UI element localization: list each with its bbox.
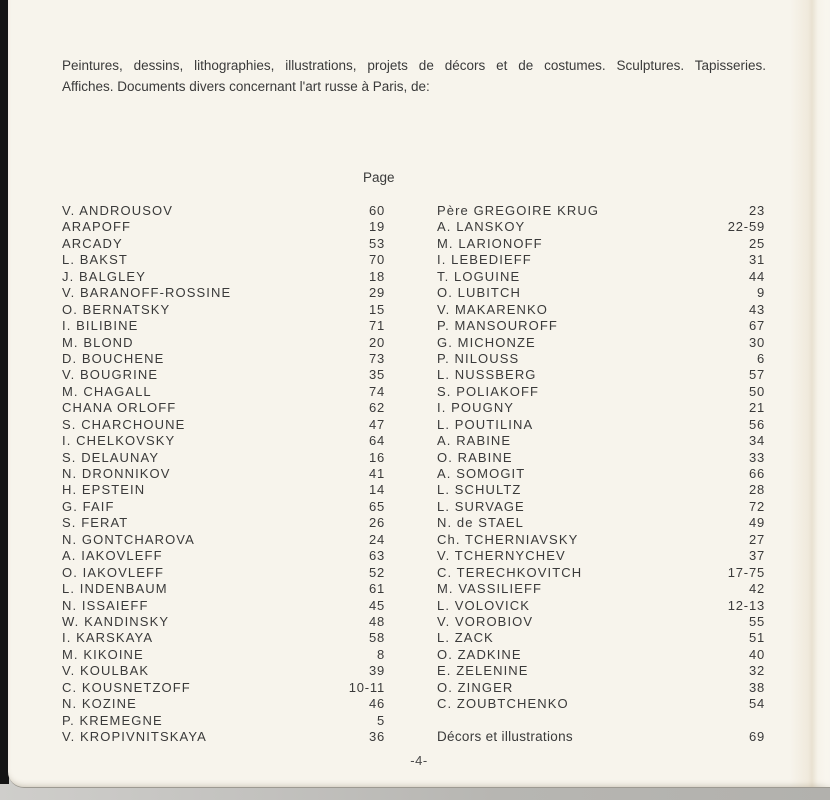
artist-name: V. BARANOFF-ROSSINE [62, 285, 232, 301]
scanned-page [8, 0, 830, 788]
artist-name: M. VASSILIEFF [437, 581, 543, 597]
intro-line-1: Peintures, dessins, lithographies, illustrations, projets de décors et de costumes. Sculptures. Tapisseries. [62, 58, 766, 73]
artist-name: I. LEBEDIEFF [437, 252, 532, 268]
index-entry [62, 384, 385, 400]
page-number: 73 [368, 350, 385, 366]
page-number: 46 [368, 696, 385, 712]
artist-name: H. EPSTEIN [62, 482, 146, 498]
page-number: 47 [368, 416, 385, 432]
artist-name: M. KIKOINE [62, 646, 144, 662]
artist-name: G. MICHONZE [437, 334, 536, 350]
index-entry [62, 302, 385, 318]
index-entry [62, 203, 385, 219]
index-entry [437, 433, 765, 449]
artist-name: M. CHAGALL [62, 383, 152, 399]
artist-name: A. SOMOGIT [437, 466, 526, 481]
index-entry [62, 252, 385, 268]
page-number: 16 [368, 449, 385, 465]
page-number: 67 [748, 318, 765, 334]
index-entry [437, 663, 765, 679]
artist-name: O. ZADKINE [437, 646, 522, 662]
index-entry [62, 532, 385, 548]
artist-name: T. LOGUINE [437, 268, 521, 284]
index-entry [437, 285, 765, 301]
page-number: 21 [748, 400, 765, 416]
page-number: 69 [748, 729, 765, 744]
page-number: 17-75 [727, 564, 765, 580]
page-number: 31 [748, 252, 765, 268]
page-number: 64 [368, 433, 385, 449]
artist-name: O. ZINGER [437, 679, 514, 695]
index-entry [437, 269, 765, 285]
page-number: 72 [748, 498, 765, 514]
artist-name: L. NUSSBERG [437, 367, 537, 383]
index-entry [62, 417, 385, 433]
artist-name: I. POUGNY [437, 400, 515, 416]
index-entry [62, 433, 385, 449]
index-entry [437, 203, 765, 219]
page-number: 10-11 [348, 679, 385, 695]
index-entry [62, 236, 385, 252]
artist-name: L. BAKST [62, 252, 128, 268]
page-number: 39 [368, 663, 385, 679]
page-number: 34 [748, 433, 765, 449]
page-number: 56 [748, 416, 765, 432]
page-number: 43 [748, 301, 765, 317]
page-number: 27 [748, 531, 765, 547]
artist-name: L. ZACK [437, 630, 494, 646]
page-number: 58 [368, 630, 385, 646]
artist-name: V. MAKARENKO [437, 301, 548, 317]
page-number: 9 [756, 285, 765, 301]
artist-name: O. RABINE [437, 449, 513, 465]
index-entry [437, 335, 765, 351]
page-number: 61 [368, 581, 385, 597]
index-entry [437, 384, 765, 400]
artist-name: S. DELAUNAY [62, 449, 160, 465]
index-entry [437, 647, 765, 663]
page-column-header: Page [363, 170, 395, 185]
page-number: 49 [748, 515, 765, 531]
page-number: 6 [756, 350, 765, 366]
page-number: 53 [368, 235, 385, 251]
index-entry [62, 680, 385, 696]
index-entry [437, 351, 765, 367]
page-number: 38 [748, 679, 765, 695]
artist-name: P. NILOUSS [437, 350, 520, 366]
index-entry [437, 466, 765, 482]
index-entry [62, 482, 385, 498]
intro-line-2: Affiches. Documents divers concernant l'art russe à Paris, de: [62, 78, 430, 94]
artist-name: V. KOULBAK [62, 663, 150, 679]
page-number-footer: -4- [410, 753, 428, 768]
page-number: 32 [748, 663, 765, 679]
artist-name: I. KARSKAYA [62, 630, 154, 646]
page-number: 15 [368, 301, 385, 317]
artist-name: P. MANSOUROFF [437, 318, 558, 334]
artist-name: P. KREMEGNE [62, 712, 163, 728]
page-number: 37 [748, 548, 765, 564]
page-number: 23 [748, 203, 765, 218]
index-entry [437, 532, 765, 548]
artist-name: V. VOROBIOV [437, 613, 534, 629]
page-number: 20 [368, 334, 385, 350]
page-number: 45 [368, 597, 385, 613]
page-number: 48 [368, 613, 385, 629]
artist-name: V. BOUGRINE [62, 367, 159, 383]
index-entry [62, 285, 385, 301]
artist-name: O. LUBITCH [437, 285, 521, 301]
page-number: 8 [376, 646, 385, 662]
artist-name: L. SURVAGE [437, 498, 525, 514]
page-edge-shading [790, 0, 830, 787]
index-entry [62, 269, 385, 285]
index-entry [62, 367, 385, 383]
index-entry [62, 219, 385, 235]
page-number: 29 [368, 285, 385, 301]
page-number: 70 [368, 252, 385, 268]
index-entry-decors [437, 729, 765, 745]
index-entry [62, 713, 385, 729]
artist-name: W. KANDINSKY [62, 613, 170, 629]
artist-name: L. INDENBAUM [62, 581, 168, 597]
page-number: 66 [748, 466, 765, 481]
index-entry [437, 548, 765, 564]
page-number: 22-59 [727, 219, 765, 235]
page-number: 28 [748, 482, 765, 498]
index-entry [437, 236, 765, 252]
artist-name: A. RABINE [437, 433, 512, 449]
index-entry [62, 499, 385, 515]
index-right-column [437, 203, 765, 713]
index-entry [437, 499, 765, 515]
page-number: 42 [748, 581, 765, 597]
page-number: 60 [368, 203, 385, 218]
page-number: 62 [368, 400, 385, 416]
page-number: 54 [748, 696, 765, 712]
page-number: 57 [748, 367, 765, 383]
artist-name: I. CHELKOVSKY [62, 433, 176, 449]
page-number: 26 [368, 515, 385, 531]
page-number: 52 [368, 564, 385, 580]
page-number: 19 [368, 219, 385, 235]
index-entry [62, 581, 385, 597]
index-entry [62, 663, 385, 679]
artist-name: V. TCHERNYCHEV [437, 548, 566, 564]
index-entry [437, 400, 765, 416]
index-entry [437, 219, 765, 235]
artist-name: Père GREGOIRE KRUG [437, 203, 600, 218]
artist-name: ARAPOFF [62, 219, 132, 235]
artist-name: G. FAIF [62, 498, 115, 514]
index-entry [437, 367, 765, 383]
index-left-column [62, 203, 385, 745]
artist-name: C. TERECHKOVITCH [437, 564, 583, 580]
page-number: 40 [748, 646, 765, 662]
artist-name: V. KROPIVNITSKAYA [62, 729, 207, 744]
index-entry [62, 515, 385, 531]
page-number: 18 [368, 268, 385, 284]
artist-name: O. IAKOVLEFF [62, 564, 165, 580]
artist-name: N. ISSAIEFF [62, 597, 149, 613]
page-number: 51 [748, 630, 765, 646]
intro-paragraph [62, 56, 766, 97]
index-entry [437, 696, 765, 712]
index-entry [62, 466, 385, 482]
artist-name: V. ANDROUSOV [62, 203, 173, 218]
artist-name: J. BALGLEY [62, 268, 146, 284]
artist-name: D. BOUCHENE [62, 350, 165, 366]
section-name: Décors et illustrations [437, 729, 573, 744]
index-entry [437, 598, 765, 614]
artist-name: M. BLOND [62, 334, 134, 350]
index-entry [437, 450, 765, 466]
artist-name: C. ZOUBTCHENKO [437, 696, 569, 712]
artist-name: A. LANSKOY [437, 219, 526, 235]
artist-name: S. FERAT [62, 515, 129, 531]
page-number: 71 [368, 318, 385, 334]
index-entry [437, 417, 765, 433]
index-entry [62, 318, 385, 334]
index-entry [437, 318, 765, 334]
artist-name: N. KOZINE [62, 696, 137, 712]
artist-name: M. LARIONOFF [437, 235, 543, 251]
artist-name: L. POUTILINA [437, 416, 534, 432]
index-entry [62, 335, 385, 351]
artist-name: N. GONTCHAROVA [62, 531, 195, 547]
page-number: 65 [368, 498, 385, 514]
page-number: 5 [376, 712, 385, 728]
artist-name: Ch. TCHERNIAVSKY [437, 531, 579, 547]
artist-name: N. DRONNIKOV [62, 466, 171, 481]
page-number: 25 [748, 235, 765, 251]
index-entry [62, 630, 385, 646]
artist-name: O. BERNATSKY [62, 301, 171, 317]
page-number: 14 [368, 482, 385, 498]
page-number: 44 [748, 268, 765, 284]
index-entry [62, 729, 385, 745]
page-number: 74 [368, 383, 385, 399]
index-entry [437, 581, 765, 597]
artist-name: I. BILIBINE [62, 318, 139, 334]
index-entry [62, 351, 385, 367]
page-number: 33 [748, 449, 765, 465]
index-entry [62, 647, 385, 663]
index-entry [437, 565, 765, 581]
index-entry [437, 302, 765, 318]
index-entry [62, 598, 385, 614]
artist-name: L. SCHULTZ [437, 482, 522, 498]
index-entry [62, 548, 385, 564]
artist-name: E. ZELENINE [437, 663, 529, 679]
artist-name: C. KOUSNETZOFF [62, 679, 191, 695]
page-number: 63 [368, 548, 385, 564]
page-number: 55 [748, 613, 765, 629]
artist-name: ARCADY [62, 235, 123, 251]
artist-name: A. IAKOVLEFF [62, 548, 163, 564]
page-number: 50 [748, 383, 765, 399]
artist-name: S. POLIAKOFF [437, 383, 540, 399]
index-entry [62, 696, 385, 712]
index-entry [437, 482, 765, 498]
index-entry [437, 515, 765, 531]
artist-name: S. CHARCHOUNE [62, 416, 186, 432]
index-entry [437, 614, 765, 630]
artist-name: L. VOLOVICK [437, 597, 531, 613]
page-number: 35 [368, 367, 385, 383]
artist-name: N. de STAEL [437, 515, 525, 531]
index-entry [437, 630, 765, 646]
index-entry [62, 400, 385, 416]
index-entry [62, 614, 385, 630]
artist-name: CHANA ORLOFF [62, 400, 177, 416]
page-number: 30 [748, 334, 765, 350]
page-number: 36 [368, 729, 385, 744]
index-entry [437, 252, 765, 268]
index-entry [62, 450, 385, 466]
page-number: 12-13 [727, 597, 765, 613]
page-number: 41 [368, 466, 385, 481]
page-number: 24 [368, 531, 385, 547]
index-entry [62, 565, 385, 581]
index-entry [437, 680, 765, 696]
